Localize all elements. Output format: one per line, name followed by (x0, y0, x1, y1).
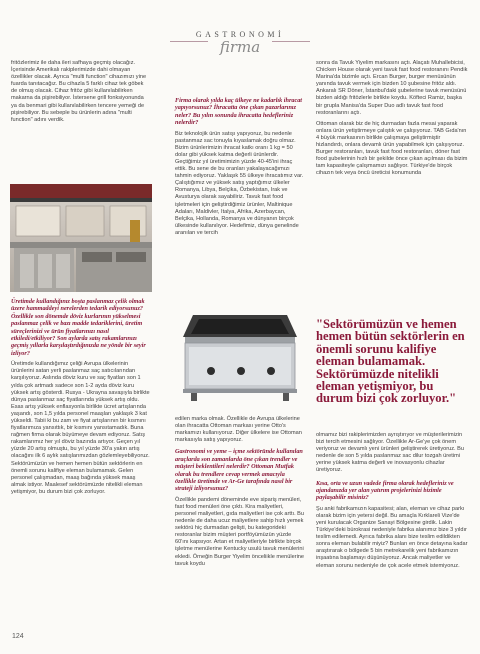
col3-after-quote-text: olmamız bizi rakiplerimizden ayrıştırıyor ve müşterilerimizin bizi tercih etmesini sağlıyor. Özellikle Ar-Ge'ye çok önem veriyoruz ve devamlı yeni ürünleri geliştirerek üretiyoruz. Bu nedenle de son 5 yılda paslanmaz sac dilur tozgah üretimi yerine yüksek katma değerli ve inovasyonlu cihazlar üretiyoruz. (316, 432, 464, 474)
section-masthead (170, 30, 310, 56)
col2-question-trends: Gastronomi ve yeme – içme sektöründe kullanılan araçlarda son zamanlarda öne çıkan trendler ve müşteri beklentileri nelerdir? Ottoman Mutfak olarak bu trendlere cevap vermek amacıyla özellikle üretimde ve Ar-Ge tarafında nasıl bir strateji izliyorsunuz? (175, 448, 303, 493)
col2-answer-export: Biz teknolojik ürün satışı yapıyoruz, bu nedenle pastanmaz sac tonuyla kıyaslamak doğru olmaz. Bizim ürünlerimizin ihracat katkı oranı 1 kg = 50 dolar gibi yüksek katma değerli ürünlerdir. Geçtiğimiz yıl üretimimizin yüzde 40-45'ini ihraç ettik. Bu sene de bu oranları yakalayacağımızı tahmin ediyoruz. Yaklaşık 55 ülkeye ihracatımız var. Çalıştığımız ve yüksek satış yaptığımız ülkeler Romanya, Libya, Belçika, Özbekistan, Irak ve Avusturya olarak sayabiliriz. Tavuk fast food işletmeleri için geliştirdiğimiz ürünler, Maltinique Adaları, Maldivler, Italya, Afrika, Azerbaycan, Belçika, Hollanda, Romanya ve dünyanın birçok ülkesinde kullanılıyor. Hedefimiz, dünya genelinde aranılan ve tercih (175, 130, 304, 236)
col1-interview-answer: Üretimde kullandığımız çeliği Avrupa ülkelerinin ürünlerini satan yerli paslanmaz saç satıcılarından karşılıyoruz. Aslında döviz kuru ve saç fiyatları son 1 yılda çok artmadı sadece son 1-2 ayda döviz kuru yüksek artış gösterdi. Rusya - Ukrayna savaşıyla birlikte dünya paslanmaz saç fiyatlarında yüksek artış oldu. Esas artış yüksek enflasyonla birlikte ücret artışlarında yaşandı, son 1,5 yılda personel maaşları yaklaşık 3 kat yükseldi. Tabii ki bu zam ve fiyat artışlarının bir kısmını fiyatlarımıza yansıttık, bir kısmını yansıtamadık. Buna rağmen firma olarak büyümeye devam ediyoruz. Satış rakamlarımız her yıl döviz bazında artıyor. Geçen yıl yüzde 20 artış olmuştu, bu yıl yüzde 30'a yakın artış olacağını ilk 6 aylık satışlarımızdan gözlemleyebiliyoruz. Sektörümüzün ve hemen hemen bütün sektörlerin en önemli sorunu kalifiye eleman bulamamak. Gelen personel çalışmadan, maaş bağında yüksek maaş almak istiyor. Maalesef sektörümüzde nitelikli eleman yetişmiyor, bu durum bizi çok zorluyor. (11, 361, 150, 495)
column-2-top (175, 97, 305, 237)
store-illustration (10, 184, 152, 292)
masthead-rule-right (272, 41, 310, 42)
column-1-bottom (11, 298, 151, 496)
masthead-title: GASTRONOMİ (195, 30, 285, 39)
col3-answer-goals: Şu anki fabrikamızın kapasitesi; alan, eleman ve cihaz parkı olarak bizim için yetersi değil. Bu amaçla Kırklareli Vize'de yeni kurulacak Organize Sanayi Bölgesine girdik. Lakin Türkiye'deki bürokrasi nedeniyle fabrika alanımız bize 3 yıldır teslim edilemedi. Ayrıca fabrika alanı bize teslim edildikten sonra eleman bulabilir miyiz? Bunları en önce detayına kadar araştırarak o bölgede 5 bin metrekarelik yeni fabrikamızın inşaatına başlamayı düşünüyoruz. Ancak maliyetler ve eleman sorunu nedeniyle de çok acele etmek istemiyoruz. (316, 505, 468, 569)
col2-answer-trends: Özellikle pandemi döneminde eve sipariş menüleri, fast food menüleri öne çıktı. Kira maliyetleri, personel maliyetleri, gıda maliyetleri ise çok arttı. Bu nedenle de daha ucuz maliyetlere sahip hızlı yemek sektörü hiç durmadan gelişti, bu kategorideki restoranlar bizim müşteri portföyümüzün yüzde 60'ını kapsıyor. Artan et maliyetleriyle birlikte birçok işletme menülerine Kentucky usulü tavuk menülerini ekledi. Örneğin Burger Yiyelim önceliikle menülerine tavuk koydu (175, 496, 305, 567)
column-3-bottom (316, 432, 468, 570)
griddle-illustration (175, 307, 305, 405)
col2-brand-text: edilen marka olmak. Özellikle de Avrupa ülkelerine olan ihracatta Ottoman markası yerine Otto's markamızı kullanıyoruz. Diğer ülkelere ise Ottoman markasıyla satış yapıyoruz. (175, 416, 302, 444)
col3-question-goals: Kısa, orta ve uzun vadede firma olarak hedefleriniz ve ajandanızda yer alan yatırım projelerinizi bizimle paylaşabilir misiniz? (316, 479, 454, 502)
masthead-subtitle: firma (219, 38, 261, 56)
pull-quote: "Sektörümüzün ve hemen hemen bütün sektörlerin en önemli sorunu kalifiye eleman bulamamak. Sektörümüzde nitelikli eleman yetişmiyor, bu durum bizi çok zorluyor." (316, 317, 465, 406)
col1-intro-text: fritözlerimiz ile daha ileri safhaya geçmiş olacağız. İçerisinde Amerikalı rakiplerimizde dahi olmayan özellikler olacak. Ayrıca "multi function" cihazımızı yine fuarda tanıtacağız. Bu cihazla 5 farklı cihaz tek göbek de olmuş olacak. Cihaz fritöz gibi kullanılabilirken makarna da pişirebiliyor. İstersene grill fonksiyonunda ya da benmari gibi kullanılabilirken tencere yemeği de pişirebiliyor. Bu sebeple bu ürünlerin adına "multi function" adını verdik. (11, 60, 147, 123)
col1-interview-question: Üretimde kullandığınız boşta paslanmaz çelik olmak üzere hammaddeyi nerelerden tedarik ediyorsunuz? Özellikle son dönemde döviz kurlarının yükselmesi paslanmaz çelik ve bazı madde tedariklerini, üretim süreçlerinizi ve ürün fiyatlarınızı nasıl etkiledi/etkiliyor? Son aylarda satış rakamlarınızı geçmiş yıllarla karşılaştırdığınızda ne yönde bir seyir izliyor? (11, 298, 146, 357)
col3-intro-text: sonra da Tavuk Yiyelim markasını açtı. Alaçatı Muhallebicisi, Chicken House olarak yeni tavuk fast food restoranını Pendik Marina'da bizimle açtı. Ercan Burger, burger menüsünün yanında tavuk vermek için bizden 10 şubesine fritöz aldı. Ankaralı SR Döner, İstanbul'daki şubelerine tavuk menüsünü bizden aldığı fritözlerle birlikte koydu. Köfteci Ramiz, başka bir grupla Manisa'da Super Duo adlı tavuk fast food restoranlarını açtı. (316, 60, 468, 116)
col3-middle-text: Ottoman olarak biz de hiç durmadan fazla mesai yaparak onlara ürün yetiştirmeye çalıştık ve çalışıyoruz. TAB Gıda'nın 4 büyük markasının birlikte çalışmaya geliştirmiştir hizlandırdı, onlara devamlı ürün yapabilmek için çalışıyoruz. Burger restoranları, tavuk fast food restoranları, döner fast food şubelerinin hızlı bir şekilde önce çıkan açılması da bizim tam kapasiteyle çalışmamızı sağlıyor. Türkiye'de birçok cihazın tek veya öncü üreticisi konumunda (316, 120, 468, 177)
column-3-top (316, 60, 468, 178)
column-2-bottom (175, 416, 305, 568)
griddle-product-photo (175, 307, 305, 405)
store-photo (10, 184, 152, 292)
page-number: 124 (12, 633, 24, 640)
col2-question-export: Firma olarak yılda kaç ülkeye ne kadarlık ihracat yapıyorsunuz? İhracatta öne çıkan pazarlarınız neler? Bu yılın sonunda ihracatta hedefleriniz nelerdir? (175, 97, 303, 127)
column-1-top (11, 60, 151, 124)
masthead-rule-left (170, 41, 208, 42)
